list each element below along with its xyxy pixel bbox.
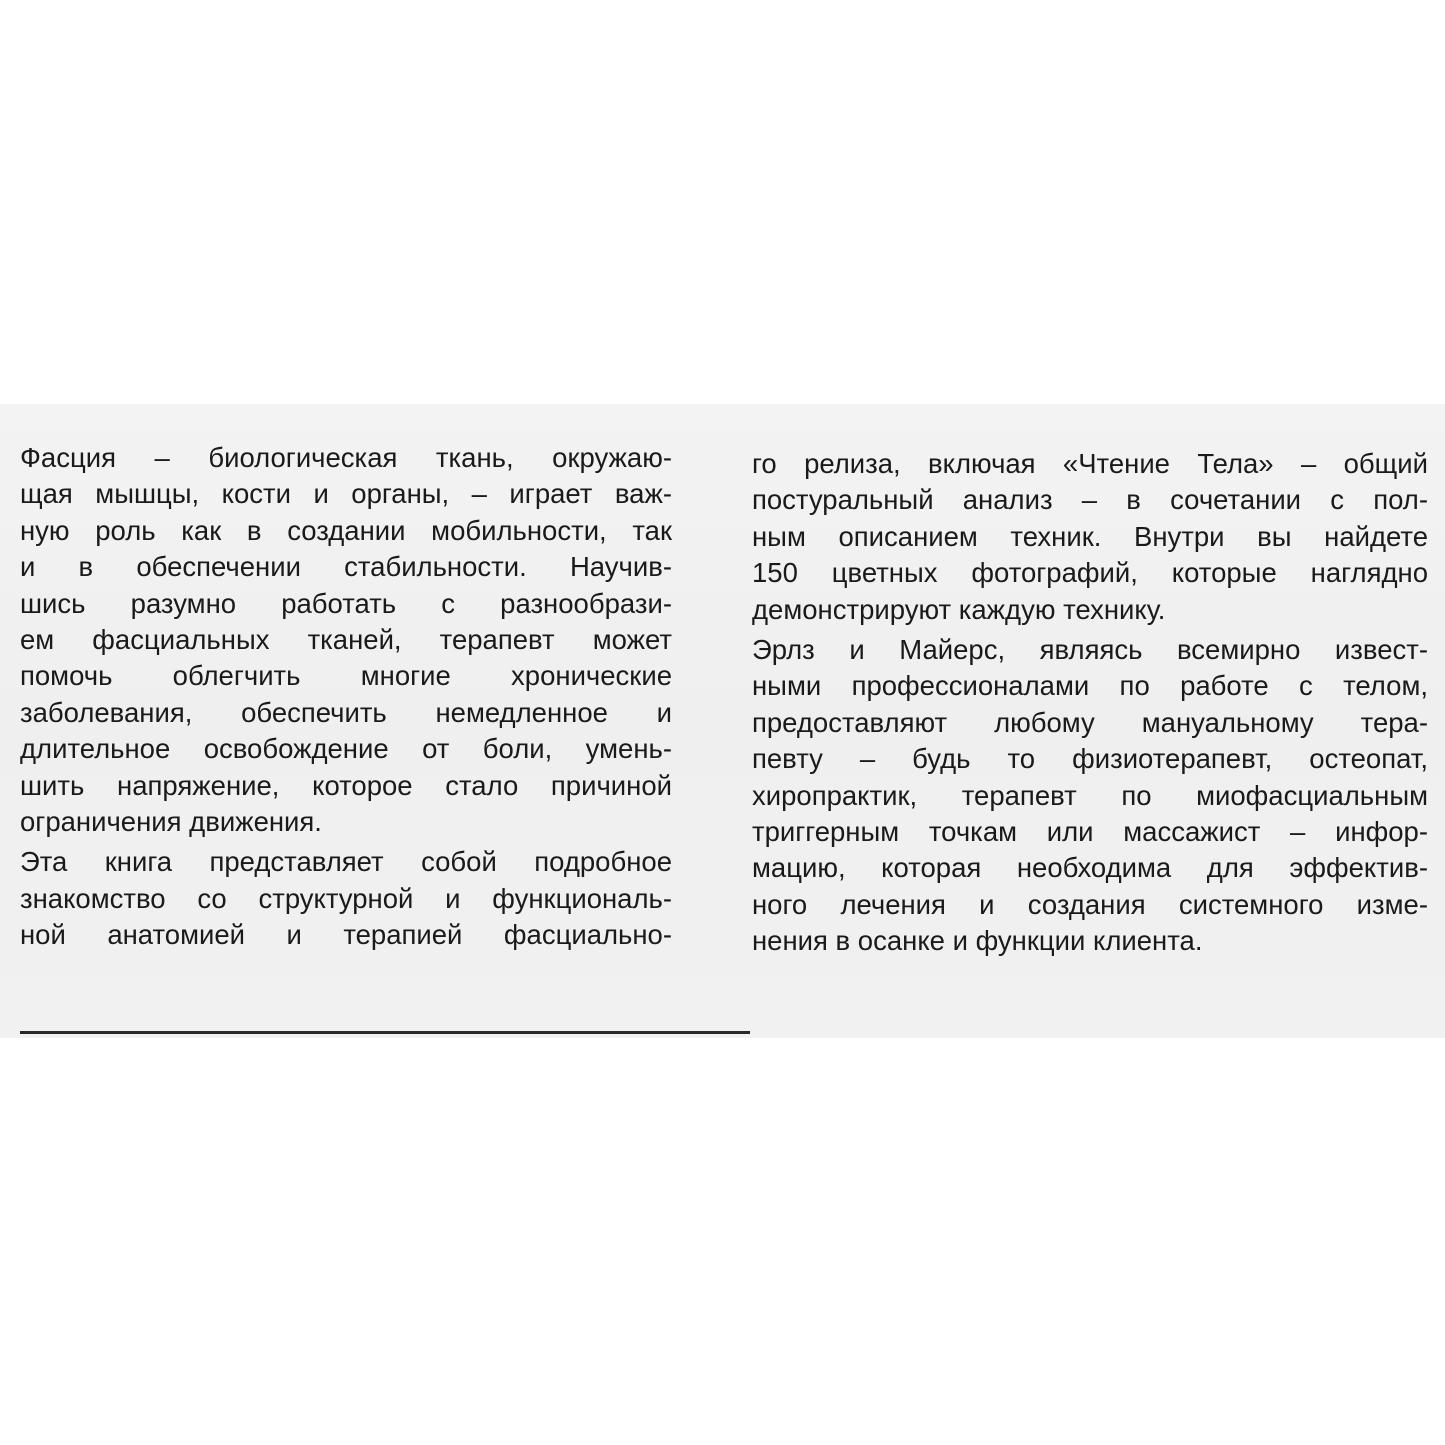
text-line: Фасция – биологическая ткань, окружаю- [20,442,672,473]
text-line: Эрлз и Майерс, являясь всемирно извест- [752,633,1428,665]
text-column-right [752,446,1428,959]
text-line: ную роль как в создании мобильности, так [20,514,672,546]
text-line: певту – будь то физиотерапевт, остеопат, [752,743,1428,775]
text-line: предоставляют любому мануальному тера- [752,706,1428,738]
text-line: Эта книга представляет собой подробное [20,846,672,878]
text-line: щая мышцы, кости и органы, – играет важ- [20,478,672,510]
text-line: мацию, которая необходима для эффектив- [752,852,1428,884]
text-line: ным описанием техник. Внутри вы найдете [752,520,1428,552]
text-line: ной анатомией и терапией фасциально- [20,919,672,951]
cover-bottom-edge [20,1031,750,1034]
paragraph-authors [752,632,1428,960]
text-line: шить напряжение, которое стало причиной [20,769,672,801]
text-line: шись разумно работать с разнообрази- [20,587,672,619]
text-line: демонстрируют каждую технику. [752,593,1166,625]
text-line: постуральный анализ – в сочетании с пол- [752,484,1428,516]
paragraph-fascia-intro [20,440,672,840]
text-line: хиропрактик, терапевт по миофасциальным [752,779,1428,811]
book-back-cover-panel [0,404,1445,1038]
text-line: нения в осанке и функции клиента. [752,925,1203,957]
text-line: ного лечения и создания системного изме- [752,888,1428,920]
text-line: и в обеспечении стабильности. Научив- [20,551,672,583]
text-line: заболевания, обеспечить немедленное и [20,696,672,728]
text-line: го релиза, включая «Чтение Тела» – общий [752,448,1428,479]
text-line: знакомство со структурной и функциональ- [20,882,672,914]
text-line: триггерным точкам или массажист – инфор- [752,815,1428,847]
paragraph-book-description [20,844,672,953]
text-line: помочь облегчить многие хронические [20,660,672,692]
text-line: 150 цветных фотографий, которые наглядно [752,557,1428,589]
text-line: длительное освобождение от боли, умень- [20,733,672,765]
text-line: ными профессионалами по работе с телом, [752,670,1428,702]
text-line: ограничения движения. [20,805,322,837]
paragraph-book-description-continued [752,446,1428,628]
text-line: ем фасциальных тканей, терапевт может [20,623,672,655]
text-column-left [20,440,672,953]
